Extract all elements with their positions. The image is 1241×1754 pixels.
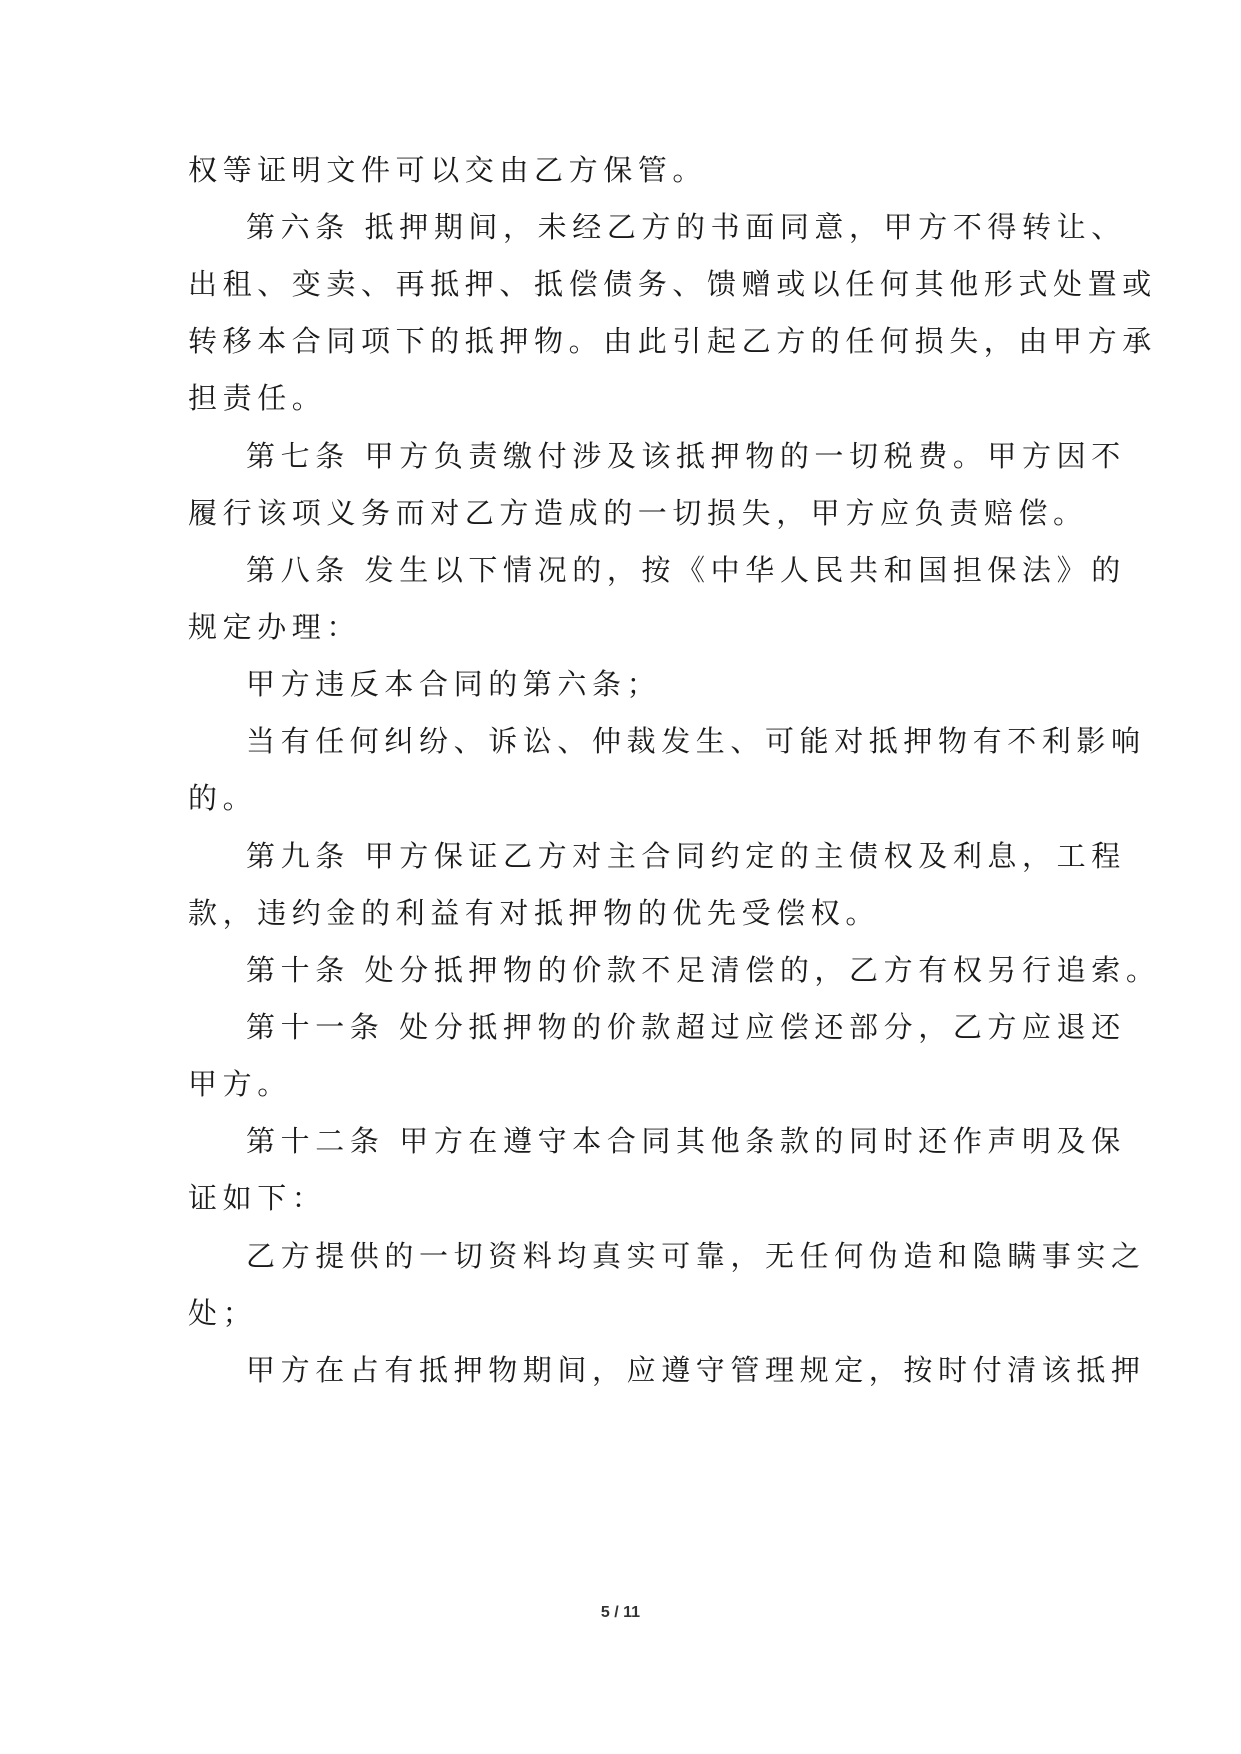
article-7-line-2: 履行该项义务而对乙方造成的一切损失，甲方应负责赔偿。 xyxy=(188,496,1088,530)
article-8-item-2-line-1: 当有任何纠纷、诉讼、仲裁发生、可能对抵押物有不利影响 xyxy=(246,724,1146,758)
article-9-line-1: 第九条 甲方保证乙方对主合同约定的主债权及利息，工程 xyxy=(246,839,1126,873)
article-6-line-2: 出租、变卖、再抵押、抵偿债务、馈赠或以任何其他形式处置或 xyxy=(188,267,1157,301)
article-6-line-1: 第六条 抵押期间，未经乙方的书面同意，甲方不得转让、 xyxy=(246,210,1126,244)
article-12-item-2-line-1: 甲方在占有抵押物期间，应遵守管理规定，按时付清该抵押 xyxy=(246,1353,1146,1387)
article-8-line-1: 第八条 发生以下情况的，按《中华人民共和国担保法》的 xyxy=(246,553,1126,587)
article-6-line-4: 担责任。 xyxy=(188,381,327,415)
article-8-item-2-line-2: 的。 xyxy=(188,781,258,815)
article-10-line-1: 第十条 处分抵押物的价款不足清偿的，乙方有权另行追索。 xyxy=(246,953,1161,987)
article-11-line-2: 甲方。 xyxy=(188,1067,292,1101)
contract-line-continuation: 权等证明文件可以交由乙方保管。 xyxy=(188,153,708,187)
article-7-line-1: 第七条 甲方负责缴付涉及该抵押物的一切税费。甲方因不 xyxy=(246,439,1126,473)
page-number: 5 / 11 xyxy=(600,1604,641,1621)
article-12-line-2: 证如下： xyxy=(188,1181,327,1215)
article-6-line-3: 转移本合同项下的抵押物。由此引起乙方的任何损失，由甲方承 xyxy=(188,324,1157,358)
article-8-line-2: 规定办理： xyxy=(188,610,362,644)
article-9-line-2: 款，违约金的利益有对抵押物的优先受偿权。 xyxy=(188,896,881,930)
article-12-item-1-line-1: 乙方提供的一切资料均真实可靠，无任何伪造和隐瞒事实之 xyxy=(246,1239,1146,1273)
article-11-line-1: 第十一条 处分抵押物的价款超过应偿还部分，乙方应退还 xyxy=(246,1010,1126,1044)
article-12-line-1: 第十二条 甲方在遵守本合同其他条款的同时还作声明及保 xyxy=(246,1124,1126,1158)
article-12-item-1-line-2: 处； xyxy=(188,1296,258,1330)
article-8-item-1: 甲方违反本合同的第六条； xyxy=(246,667,662,701)
